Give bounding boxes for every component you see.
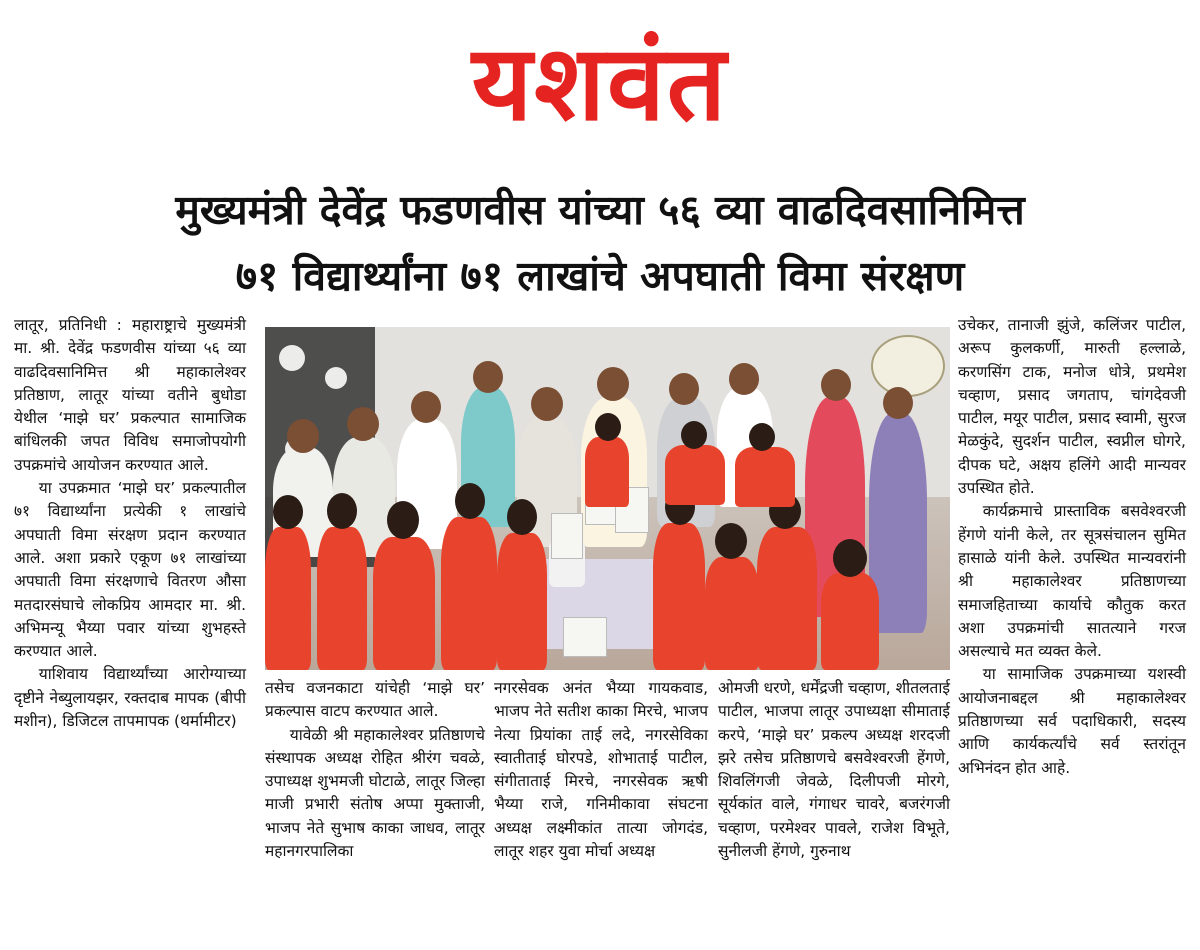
headline-line-1: मुख्यमंत्री देवेंद्र फडणवीस यांच्या ५६ व्या वाढदिवसानिमित्त <box>175 186 1025 234</box>
paragraph: तसेच वजनकाटा यांचेही ‘माझे घर’ प्रकल्पास वाटप करण्यात आले. <box>265 679 485 721</box>
article-column-right <box>958 314 1186 942</box>
masthead <box>0 8 1200 158</box>
paragraph: या सामाजिक उपक्रमाच्या यशस्वी आयोजनाबद्दल श्री महाकालेश्वर प्रतिष्ठाणच्या सर्व पदाधिकारी, सदस्य आणि कार्यकर्त्यांचे सर्व स्तरांतून अभिनंदन होत आहे. <box>958 665 1186 777</box>
article-column-bottom-1 <box>265 677 485 942</box>
group-photo-image <box>265 327 950 670</box>
article-column-left <box>14 314 246 942</box>
paragraph: कार्यक्रमाचे प्रास्ताविक बसवेश्वरजी हेंगणे यांनी केले, तर सूत्रसंचालन सुमित हासाळे यांनी केले. उपस्थित मान्यवरांनी श्री महाकालेश्वर प्रतिष्ठाणच्या समाजहिताच्या कार्याचे कौतुक करत अशा उपक्रमांची सातत्याने गरज असल्याचे मत व्यक्त केले. <box>958 502 1186 661</box>
paragraph: याशिवाय विद्यार्थ्यांच्या आरोग्याच्या दृष्टीने नेब्युलायझर, रक्तदाब मापक (बीपी मशीन), डिजिटल तापमापक (थर्मामीटर) <box>14 665 246 731</box>
article-column-bottom-2 <box>494 677 708 942</box>
paragraph: यावेळी श्री महाकालेश्वर प्रतिष्ठाणचे संस्थापक अध्यक्ष रोहित श्रीरंग चवळे, उपाध्यक्ष शुभमजी घोटाळे, लातूर जिल्हा माजी प्रभारी संतोष अप्पा मुक्ताजी, भाजप नेते सुभाष काका जाधव, लातूर महानगरपालिका <box>265 725 485 861</box>
newspaper-title: यशवंत <box>471 22 729 144</box>
paragraph: ओमजी धरणे, धर्मेंद्रजी चव्हाण, शीतलताई पाटील, भाजपा लातूर उपाध्यक्षा सीमाताई करपे, ‘माझे घर’ प्रकल्प अध्यक्ष शरदजी झरे तसेच प्रतिष्ठाणचे बसवेश्वरजी हेंगणे, शिवलिंगजी जेवळे, दिलीपजी मोरगे, सूर्यकांत वाले, गंगाधर चावरे, बजरंगजी चव्हाण, परमेश्वर पावले, राजेश विभूते, सुनीलजी हेंगणे, गुरुनाथ <box>718 679 950 861</box>
paragraph: नगरसेवक अनंत भैय्या गायकवाड, भाजप नेते सतीश काका मिरचे, भाजप नेत्या प्रियांका ताई लदे, नगरसेविका स्वातीताई घोरपडे, शोभाताई पाटील, संगीताताई मिरचे, नगरसेवक ऋषी भैय्या राजे, गनिमीकावा संघटना अध्यक्ष लक्ष्मीकांत तात्या जोगदंड, लातूर शहर युवा मोर्चा अध्यक्ष <box>494 679 708 861</box>
wall-sign <box>871 335 945 397</box>
article-column-bottom-3 <box>718 677 950 942</box>
paragraph: उचेकर, तानाजी झुंजे, कलिंजर पाटील, अरूप कुलकर्णी, मारुती हल्लाळे, करणसिंग टाक, मनोज धोत्रे, प्रथमेश चव्हाण, प्रसाद जगताप, चांगदेवजी पाटील, मयूर पाटील, प्रसाद स्वामी, सुरज मेळकुंदे, सुदर्शन पाटील, स्वप्नील घोगरे, दीपक घटे, अक्षय हलिंगे आदी मान्यवर उपस्थित होते. <box>958 316 1186 498</box>
paragraph: या उपक्रमात ‘माझे घर’ प्रकल्पातील ७१ विद्यार्थ्यांना प्रत्येकी १ लाखांचे अपघाती विमा संरक्षण प्रदान करण्यात आले. अशा प्रकारे एकूण ७१ लाखांच्या अपघाती विमा संरक्षणाचे वितरण औसा मतदारसंघाचे लोकप्रिय आमदार मा. श्री. अभिमन्यू भैय्या पवार यांच्या शुभहस्ते करण्यात आले. <box>14 479 246 661</box>
paragraph: लातूर, प्रतिनिधी : महाराष्ट्राचे मुख्यमंत्री मा. श्री. देवेंद्र फडणवीस यांच्या ५६ व्या वाढदिवसानिमित्त श्री महाकालेश्वर प्रतिष्ठाण, लातूर यांच्या वतीने बुधोडा येथील ‘माझे घर’ प्रकल्पात सामाजिक बांधिलकी जपत विविध समाजोपयोगी उपक्रमांचे आयोजन करण्यात आले. <box>14 316 246 474</box>
headline-line-2: ७१ विद्यार्थ्यांना ७१ लाखांचे अपघाती विमा संरक्षण <box>235 252 965 300</box>
